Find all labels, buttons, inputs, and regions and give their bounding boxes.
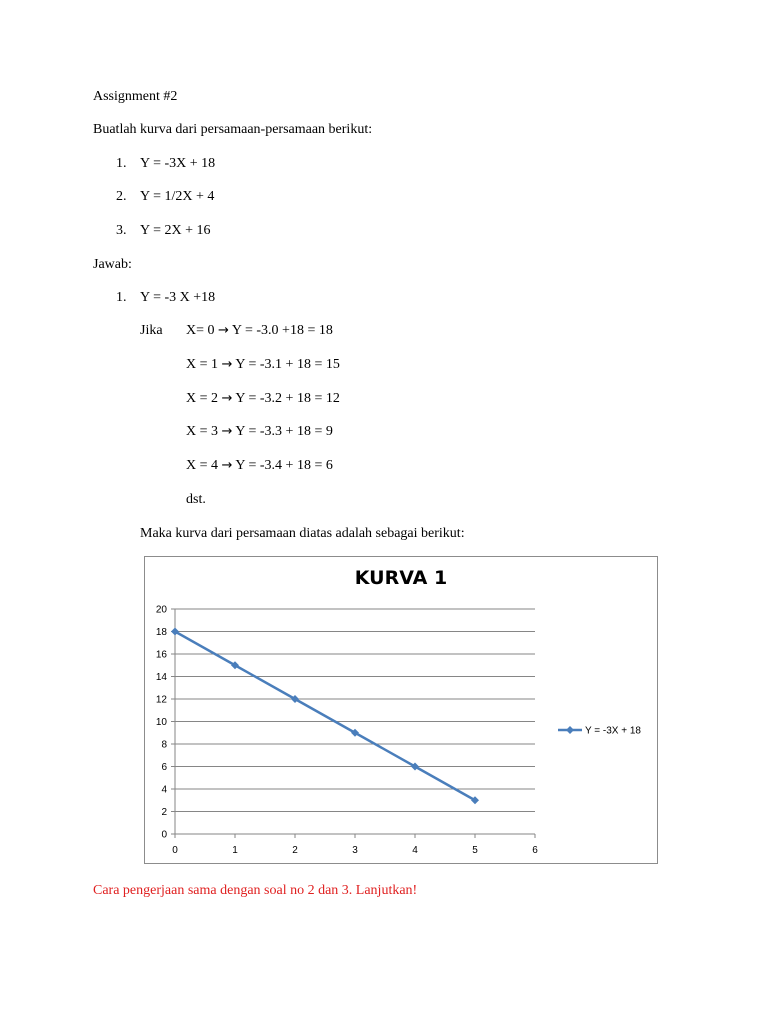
equation-number: 3.	[116, 223, 127, 238]
x-tick-label: 3	[352, 845, 358, 856]
step-x: X = 1	[186, 357, 219, 372]
step-y: Y = -3.1 + 18 = 15	[235, 357, 340, 372]
x-tick-label: 4	[412, 845, 418, 856]
step-y: Y = -3.4 + 18 = 6	[235, 458, 333, 473]
x-tick-label: 6	[532, 845, 538, 856]
instruction-text: Buatlah kurva dari persamaan-persamaan berikut:	[93, 122, 373, 137]
step-y: Y = -3.2 + 18 = 12	[235, 391, 340, 406]
y-tick-label: 8	[161, 739, 167, 751]
step-y: Y = -3.0 +18 = 18	[231, 323, 333, 338]
answer-equation: Y = -3 X +18	[140, 290, 216, 305]
step-x: X= 0	[186, 323, 215, 338]
footer-note: Cara pengerjaan sama dengan soal no 2 dan 3. Lanjutkan!	[93, 883, 418, 898]
if-word: Jika	[140, 323, 163, 338]
chart-title: KURVA 1	[354, 567, 448, 589]
step-y: Y = -3.3 + 18 = 9	[235, 424, 333, 439]
step-x: X = 3	[186, 424, 219, 439]
x-tick-label: 5	[472, 845, 478, 856]
assignment-heading: Assignment #2	[93, 89, 178, 104]
y-tick-label: 0	[161, 829, 167, 841]
step-row	[186, 423, 333, 441]
equation-1: Y = -3X + 18	[140, 156, 216, 171]
arrow-right-icon: →	[221, 424, 233, 439]
step-row	[186, 322, 333, 340]
y-tick-label: 20	[155, 604, 167, 616]
arrow-right-icon: →	[221, 391, 233, 406]
answer-label: Jawab:	[93, 257, 132, 272]
y-tick-label: 12	[155, 694, 167, 706]
x-tick-label: 1	[232, 845, 238, 856]
series-line	[175, 632, 475, 801]
y-tick-label: 6	[161, 762, 167, 773]
arrow-right-icon: →	[218, 323, 229, 338]
y-tick-label: 18	[155, 627, 167, 638]
step-row	[186, 356, 340, 374]
equation-2: Y = 1/2X + 4	[140, 189, 215, 204]
chart-plot	[145, 557, 657, 863]
step-x: X = 4	[186, 458, 219, 473]
step-row	[186, 457, 333, 475]
equation-number: 2.	[116, 189, 127, 204]
legend-label: Y = -3X + 18	[585, 725, 641, 737]
answer-number: 1.	[116, 290, 127, 305]
equation-number: 1.	[116, 156, 127, 171]
chart-container	[144, 556, 658, 864]
x-tick-label: 2	[292, 845, 298, 856]
y-tick-label: 14	[155, 672, 167, 683]
equation-3: Y = 2X + 16	[140, 223, 211, 238]
step-x: X = 2	[186, 391, 219, 406]
arrow-right-icon: →	[221, 458, 233, 473]
arrow-right-icon: →	[221, 357, 233, 372]
conclusion-text: Maka kurva dari persamaan diatas adalah sebagai berikut:	[140, 526, 465, 541]
x-tick-label: 0	[172, 845, 178, 856]
etc-text: dst.	[186, 492, 206, 507]
y-tick-label: 16	[155, 649, 167, 661]
legend-marker	[566, 726, 574, 734]
y-tick-label: 10	[155, 717, 167, 728]
y-tick-label: 4	[161, 784, 167, 796]
y-tick-label: 2	[161, 807, 167, 818]
step-row	[186, 390, 340, 408]
